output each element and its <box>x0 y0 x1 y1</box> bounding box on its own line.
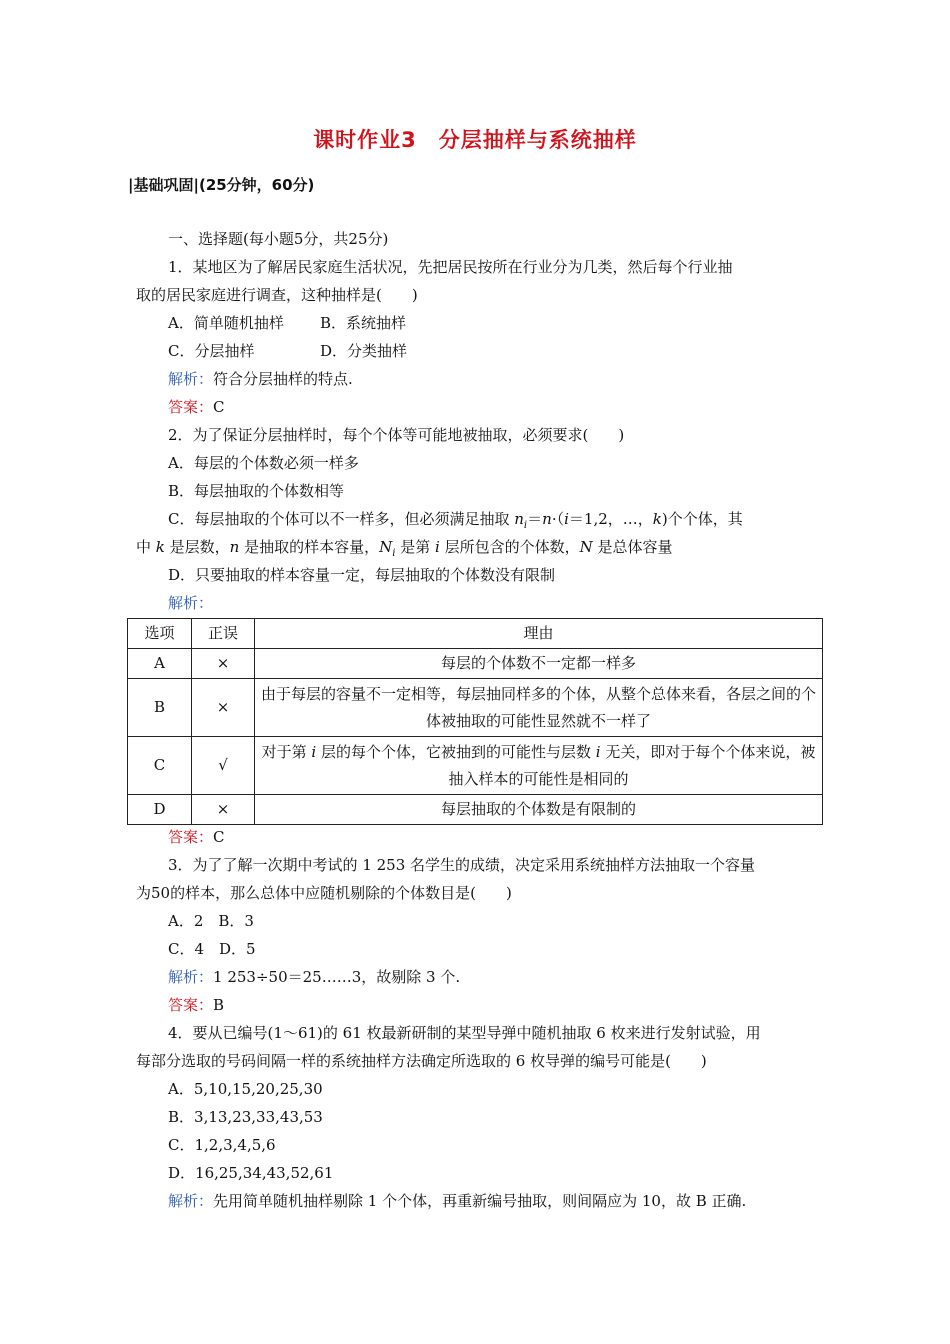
text: 中 <box>136 538 156 556</box>
text: ＝ <box>527 510 543 528</box>
option-cell: D <box>128 795 192 825</box>
q4-analysis-text: 先用简单随机抽样剔除 1 个个体，再重新编号抽取，则间隔应为 10，故 B 正确. <box>213 1192 747 1210</box>
q2-answer-text: C <box>213 828 225 846</box>
q2-option-c-line2 <box>136 537 672 564</box>
q1-option-c: C．分层抽样 <box>168 342 255 360</box>
q1-answer <box>168 397 225 417</box>
var-i: i <box>311 742 317 761</box>
section-heading: |基础巩固|(25分钟，60分) <box>128 176 315 194</box>
mark-cell: × <box>192 679 255 737</box>
var-i: i <box>434 538 440 556</box>
answer-label: 答案： <box>168 398 214 416</box>
text: 层所包含的个体数， <box>439 538 580 556</box>
page-title: 课时作业3 分层抽样与系统抽样 <box>313 128 637 152</box>
analysis-label: 解析： <box>168 1192 214 1210</box>
q3-answer <box>168 995 224 1015</box>
text: 是第 <box>395 538 435 556</box>
text: 层的每个个体，它被抽到的可能性与层数 <box>316 742 596 761</box>
reason-cell: 每层抽取的个体数是有限制的 <box>255 795 823 825</box>
q2-option-a: A．每层的个体数必须一样多 <box>168 454 359 472</box>
sub-i: i <box>523 520 528 531</box>
mark-cell: × <box>192 795 255 825</box>
text: ＝1,2，…， <box>568 510 653 528</box>
header-cell: 理由 <box>255 619 823 649</box>
text: ·（ <box>551 510 565 528</box>
q3-stem-line1: 3．为了了解一次期中考试的 1 253 名学生的成绩，决定采用系统抽样方法抽取一个容量 <box>168 856 756 874</box>
text: 是抽取的样本容量， <box>239 538 380 556</box>
table-row <box>128 737 823 795</box>
option-cell: B <box>128 679 192 737</box>
q2-analysis-label: 解析： <box>168 594 214 612</box>
q1-stem-line1: 1．某地区为了解居民家庭生活状况，先把居民按所在行业分为几类，然后每个行业抽 <box>168 258 733 276</box>
reason-cell: 由于每层的容量不一定相等，每层抽同样多的个体，从整个总体来看，各层之间的个体被抽取的可能性显然就不一样了 <box>255 679 823 737</box>
var-i: i <box>595 742 601 761</box>
var-N: N <box>579 538 593 556</box>
var-i: i <box>564 510 569 528</box>
q3-analysis <box>168 967 460 987</box>
answer-label: 答案： <box>168 828 214 846</box>
reason-cell: 每层的个体数不一定都一样多 <box>255 649 823 679</box>
var-n: n <box>229 538 240 556</box>
q2-option-c-line1 <box>168 509 743 536</box>
q4-stem-line2: 每部分选取的号码间隔一样的系统抽样方法确定所选取的 6 枚导弹的编号可能是( ) <box>136 1052 707 1070</box>
q3-options-ab: A．2 B．3 <box>168 912 254 930</box>
text: 是总体容量 <box>592 538 673 556</box>
table-header-row <box>128 619 823 649</box>
mark-cell: √ <box>192 737 255 795</box>
analysis-label: 解析： <box>168 370 214 388</box>
q4-option-c: C．1,2,3,4,5,6 <box>168 1136 276 1154</box>
analysis-table <box>127 618 823 825</box>
table-row <box>128 795 823 825</box>
q3-stem-line2: 为50的样本，那么总体中应随机剔除的个体数目是( ) <box>136 884 512 902</box>
q1-option-b: B．系统抽样 <box>320 314 407 332</box>
var-N: N <box>379 538 393 556</box>
header-cell: 选项 <box>128 619 192 649</box>
q1-analysis <box>168 369 353 389</box>
table-row <box>128 679 823 737</box>
q4-option-d: D．16,25,34,43,52,61 <box>168 1164 334 1182</box>
var-k: k <box>155 538 165 556</box>
option-cell: C <box>128 737 192 795</box>
analysis-label: 解析： <box>168 968 214 986</box>
text: )个个体，其 <box>661 510 743 528</box>
var-n: n <box>514 510 524 528</box>
q1-stem-line2: 取的居民家庭进行调查，这种抽样是( ) <box>136 286 418 304</box>
q1-answer-text: C <box>213 398 225 416</box>
text: 对于第 <box>261 742 312 761</box>
q4-analysis <box>168 1191 746 1211</box>
text: 是层数， <box>164 538 230 556</box>
option-cell: A <box>128 649 192 679</box>
q4-option-a: A．5,10,15,20,25,30 <box>168 1080 323 1098</box>
q1-analysis-text: 符合分层抽样的特点. <box>213 370 353 388</box>
q2-option-b: B．每层抽取的个体数相等 <box>168 482 345 500</box>
mark-cell: × <box>192 649 255 679</box>
var-k: k <box>652 510 662 528</box>
q3-options-cd: C．4 D．5 <box>168 940 256 958</box>
text: C．每层抽取的个体可以不一样多，但必须满足抽取 <box>168 510 515 528</box>
q3-analysis-text: 1 253÷50＝25……3，故剔除 3 个. <box>213 968 461 986</box>
text: 无关，即对于每个个体来说，被抽入样本的可能性是相同的 <box>448 742 816 788</box>
q2-stem: 2．为了保证分层抽样时，每个个体等可能地被抽取，必须要求( ) <box>168 426 625 444</box>
q4-option-b: B．3,13,23,33,43,53 <box>168 1108 323 1126</box>
var-n: n <box>542 510 552 528</box>
q2-option-d: D．只要抽取的样本容量一定，每层抽取的个体数没有限制 <box>168 566 556 584</box>
q4-stem-line1: 4．要从已编号(1～61)的 61 枚最新研制的某型导弹中随机抽取 6 枚来进行发射试验，用 <box>168 1024 761 1042</box>
answer-label: 答案： <box>168 996 214 1014</box>
q1-option-d: D．分类抽样 <box>320 342 408 360</box>
q2-answer <box>168 827 225 847</box>
sub-i: i <box>392 548 396 559</box>
reason-cell <box>255 737 823 795</box>
part1-heading: 一、选择题(每小题5分，共25分) <box>168 230 389 248</box>
q1-option-a: A．简单随机抽样 <box>168 314 284 332</box>
table-row <box>128 649 823 679</box>
q3-answer-text: B <box>213 996 225 1014</box>
header-cell: 正误 <box>192 619 255 649</box>
